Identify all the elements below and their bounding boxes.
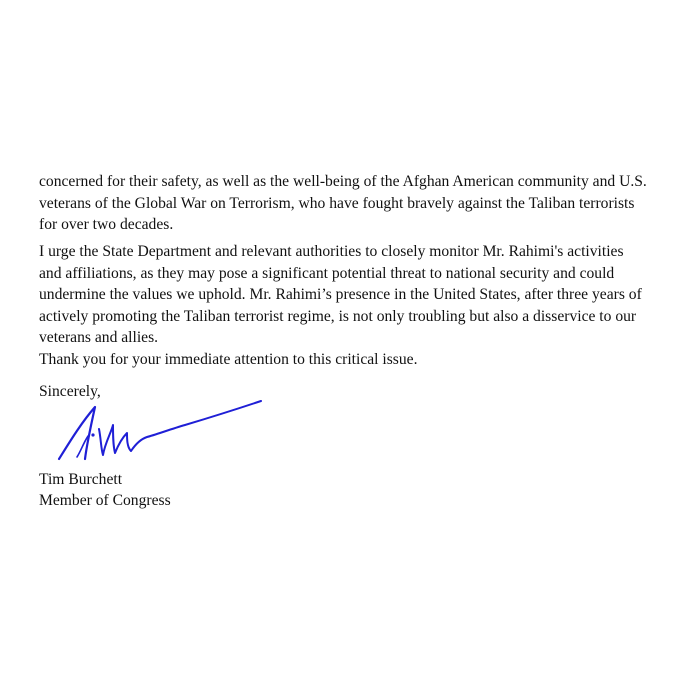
paragraph-request bbox=[39, 241, 661, 349]
paragraph-line: veterans of the Global War on Terrorism, who have fought bravely against the Taliban terrorists bbox=[39, 194, 635, 212]
paragraph-line: actively promoting the Taliban terrorist regime, is not only troubling but also a disservice to our bbox=[39, 307, 637, 325]
paragraph-line: veterans and allies. bbox=[39, 329, 159, 347]
paragraph-concern bbox=[39, 171, 661, 236]
paragraph-line: concerned for their safety, as well as the well-being of the Afghan American community and U.S. bbox=[39, 173, 647, 190]
paragraph-line: I urge the State Department and relevant authorities to closely monitor Mr. Rahimi's activities bbox=[39, 243, 624, 260]
signer-title: Member of Congress bbox=[39, 492, 171, 509]
paragraph-line: undermine the values we uphold. Mr. Rahimi’s presence in the United States, after three years of bbox=[39, 286, 642, 304]
signer-name: Tim Burchett bbox=[39, 471, 123, 488]
paragraph-thanks: Thank you for your immediate attention to this critical issue. bbox=[39, 351, 418, 368]
closing-salutation: Sincerely, bbox=[39, 383, 101, 400]
paragraph-line: for over two decades. bbox=[39, 216, 174, 234]
paragraph-line: and affiliations, as they may pose a significant potential threat to national security and could bbox=[39, 264, 615, 282]
handwritten-signature bbox=[55, 399, 265, 471]
